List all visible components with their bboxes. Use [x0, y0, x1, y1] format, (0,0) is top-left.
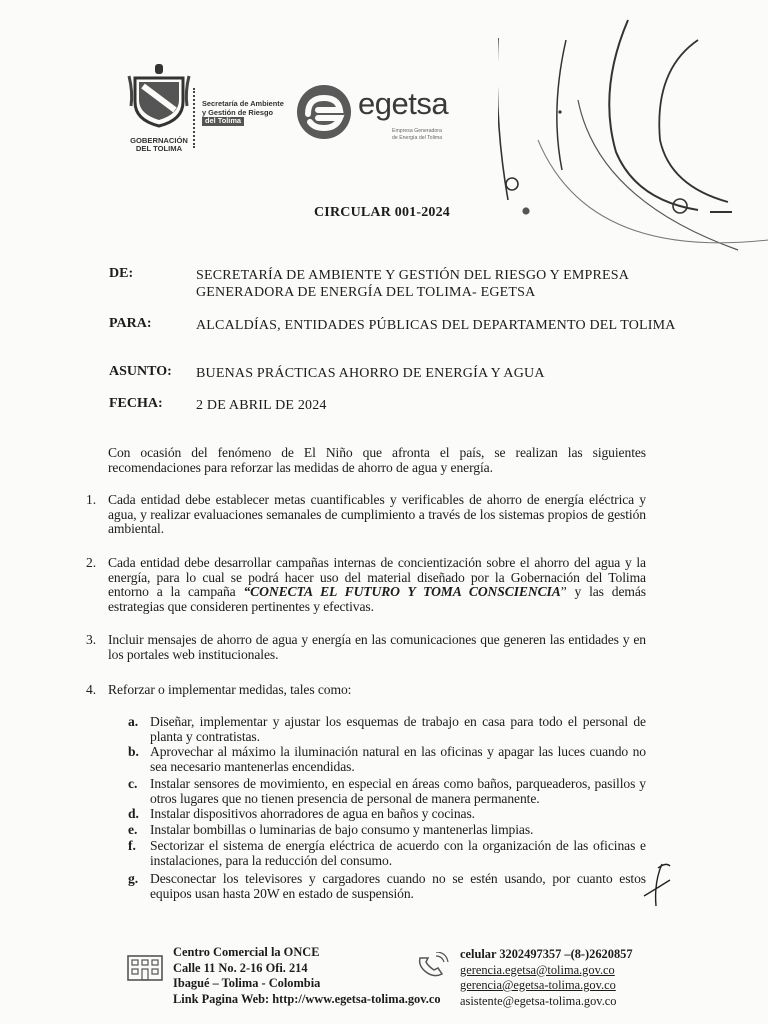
building-icon: [126, 952, 164, 982]
footer-phone: celular 3202497357 –(8-)2620857: [460, 947, 633, 961]
item2-text: [108, 556, 646, 614]
intro-paragraph: Con ocasión del fenómeno de El Niño que afronta el país, se realizan las siguientes recomendaciones para reforzar las medidas de ahorro de agua y energía.: [108, 445, 646, 475]
footer-addr2: Calle 11 No. 2-16 Ofi. 214: [173, 960, 308, 975]
egetsa-name: egetsa: [358, 86, 449, 121]
footer-addr3: Ibagué – Tolima - Colombia: [173, 976, 321, 990]
subitem-a-letter: a.: [128, 714, 139, 729]
item1-text: Cada entidad debe establecer metas cuantificables y verificables de ahorro de energía eléctrica y agua, y realizar evaluaciones semanales de cumplimiento a través de los sistemas propios de gestión ambiental.: [108, 492, 646, 537]
phone-icon: [416, 952, 450, 978]
gobernacion-logo: [124, 62, 194, 154]
item2-text-post: ” y las demás estrategias que consideren pertinentes y efectivas.: [108, 584, 646, 614]
gob-name-line1: GOBERNACIÓN: [130, 136, 188, 145]
item2-campaign: “CONECTA EL FUTURO Y TOMA CONSCIENCIA: [243, 584, 561, 600]
fecha-value: 2 DE ABRIL DE 2024: [196, 398, 327, 413]
subitem-f-letter: f.: [128, 838, 136, 853]
de-line2: GENERADORA DE ENERGÍA DEL TOLIMA- EGETSA: [196, 285, 536, 300]
gob-name-line2: DEL TOLIMA: [135, 144, 183, 153]
subitem-c-letter: c.: [128, 776, 138, 791]
fecha-label: FECHA:: [109, 396, 163, 411]
egetsa-sub1: Empresa Generadora: [392, 128, 442, 134]
footer-contact: [460, 947, 633, 1009]
subitem-e-text: Instalar bombillas o luminarias de bajo consumo y mantenerlas limpias.: [150, 822, 534, 837]
secretaria-logo: [202, 100, 284, 126]
signature-mark-icon: [640, 860, 676, 910]
footer-address: [173, 945, 441, 1007]
de-label: DE:: [109, 266, 134, 281]
de-line1: SECRETARÍA DE AMBIENTE Y GESTIÓN DEL RIESGO Y EMPRESA: [196, 268, 630, 283]
egetsa-sub2: de Energía del Tolima: [392, 135, 443, 141]
item4-text: Reforzar o implementar medidas, tales como:: [108, 682, 352, 697]
subitem-b-text: Aprovechar al máximo la iluminación natural en las oficinas y apagar las luces cuando no sea necesario mantenerlas encendidas.: [150, 744, 646, 774]
para-label: PARA:: [109, 316, 152, 331]
para-value: ALCALDÍAS, ENTIDADES PÚBLICAS DEL DEPARTAMENTO DEL TOLIMA: [196, 318, 676, 333]
subitem-g-letter: g.: [128, 871, 139, 886]
subitem-e-letter: e.: [128, 822, 138, 837]
egetsa-logo: [296, 84, 466, 154]
item2-number: 2.: [86, 555, 97, 570]
footer-web-link[interactable]: Link Pagina Web: http://www.egetsa-tolima.gov.co: [173, 991, 441, 1006]
secretaria-line3: del Tolima: [202, 117, 244, 126]
subitem-d-text: Instalar dispositivos ahorradores de agua en baños y cocinas.: [150, 806, 475, 821]
subitem-b-letter: b.: [128, 744, 139, 759]
subitem-g-text: Desconectar los televisores y cargadores cuando no se estén usando, por cuanto estos equipos usan hasta 20W en estado de suspensión.: [150, 871, 646, 901]
item4-number: 4.: [86, 682, 97, 697]
asunto-value: BUENAS PRÁCTICAS AHORRO DE ENERGÍA Y AGUA: [196, 366, 545, 381]
secretaria-line2: y Gestión de Riesgo: [202, 107, 274, 117]
circular-title: CIRCULAR 001-2024: [314, 205, 451, 220]
coat-of-arms-icon: [127, 62, 191, 128]
secretaria-line1: Secretaría de Ambiente: [202, 99, 284, 108]
dotted-divider: [193, 88, 195, 148]
subitem-c-text: Instalar sensores de movimiento, en especial en áreas como baños, parqueaderos, pasillos y otros lugares que no tienen presencia de personal de manera permanente.: [150, 776, 646, 806]
item2-text-pre: Cada entidad debe desarrollar campañas internas de concientización sobre el ahorro del agua y la energía, para lo cual se podrá hacer uso del material diseñado por la Gobernación del Tolima entorno a la campaña: [108, 555, 646, 600]
item1-number: 1.: [86, 492, 97, 507]
subitem-a-text: Diseñar, implementar y ajustar los esquemas de trabajo en casa para todo el personal de planta y contratistas.: [150, 714, 646, 744]
footer-email3[interactable]: asistente@egetsa-tolima.gov.co: [460, 993, 617, 1008]
footer-email1[interactable]: gerencia.egetsa@tolima.gov.co: [460, 962, 615, 977]
item3-number: 3.: [86, 632, 97, 647]
subitem-f-text: Sectorizar el sistema de energía eléctrica de acuerdo con la organización de las oficinas e instalaciones, para la reducción del consumo.: [150, 838, 646, 868]
footer-addr1: Centro Comercial la ONCE: [173, 945, 320, 959]
item3-text: Incluir mensajes de ahorro de agua y energía en las comunicaciones que generen las entidades y en los portales web institucionales.: [108, 632, 646, 662]
asunto-label: ASUNTO:: [109, 364, 172, 379]
subitem-d-letter: d.: [128, 806, 139, 821]
decorative-arcs-icon: [498, 0, 768, 300]
egetsa-emblem-icon: [296, 84, 352, 140]
footer-email2[interactable]: gerencia@egetsa-tolima.gov.co: [460, 978, 616, 992]
